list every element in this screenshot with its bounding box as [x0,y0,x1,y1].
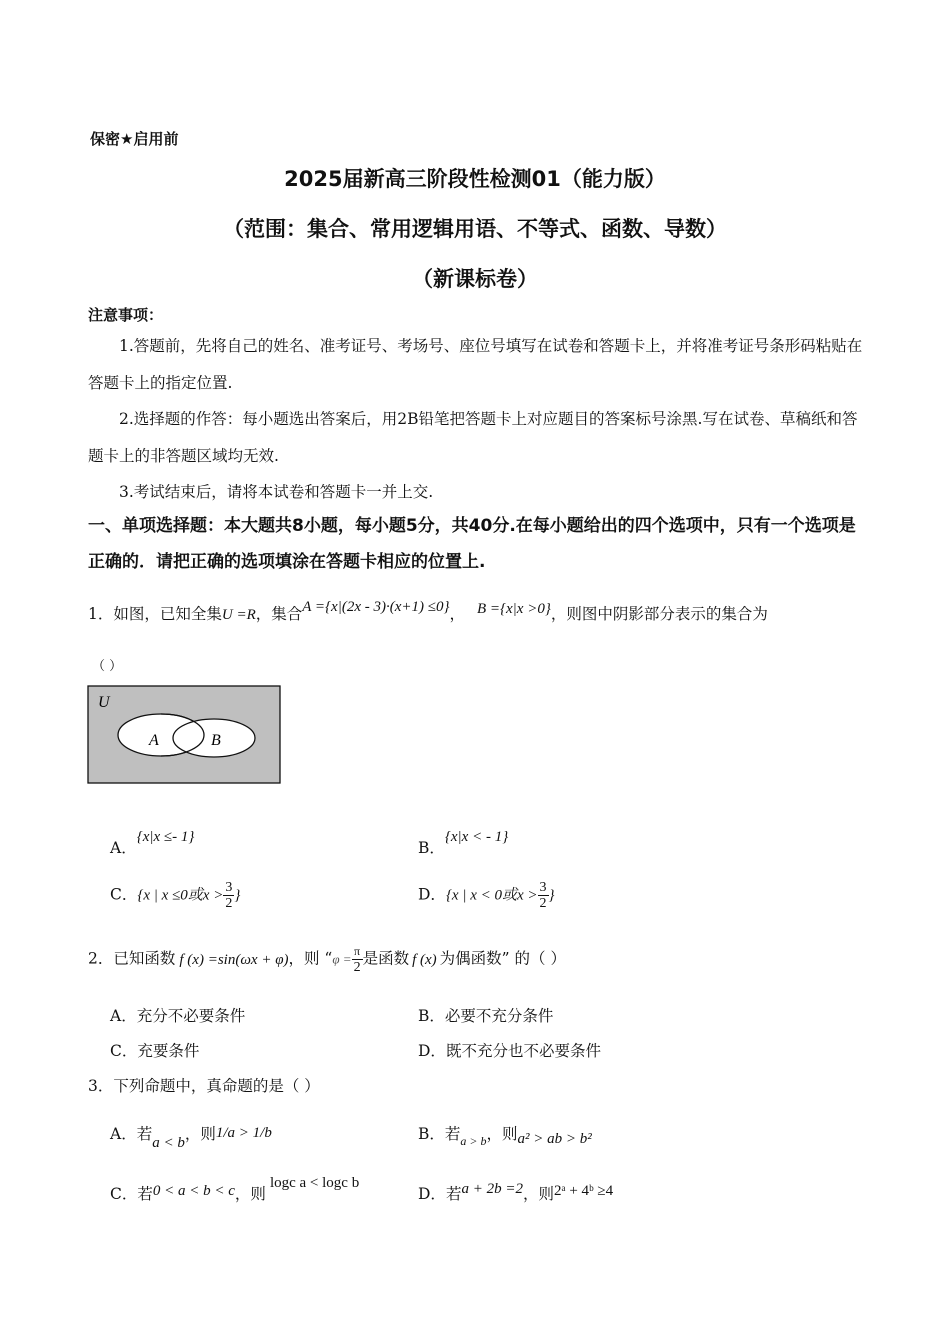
math-function: f (x) =sin(ωx + φ) [179,951,289,968]
q3-option-c[interactable]: C．若0 < a < b < c，则logc a < logc b [110,1175,360,1203]
q2-option-c[interactable]: C．充要条件 [110,1042,200,1060]
q2-option-d[interactable]: D．既不充分也不必要条件 [418,1042,601,1060]
math-set-a: A ={x|(2x - 3)·(x+1) ≤0} [302,599,450,615]
fraction: $\frac{3}{2}$ [539,880,547,911]
q1-option-d[interactable]: D．{x | x < 0或x > $\frac{3}{2}$ } [418,880,555,911]
section-heading: 一、单项选择题：本大题共8小题，每小题5分，共40分.在每小题给出的四个选项中，只有一个选项是正确的．请把正确的选项填涂在答题卡相应的位置上. [88,516,856,572]
label-a: A [149,732,159,749]
question-1-stem: 1．如图，已知全集U =R，集合A ={x|(2x - 3)·(x+1) ≤0}， B ={x|x >0}，则图中阴影部分表示的集合为 [88,599,768,623]
confidential-label: 保密★启用前 [90,130,179,148]
label-u: U [98,694,110,711]
q2-option-b[interactable]: B．必要不充分条件 [418,1007,554,1025]
fraction-pi-over-2: $\frac{\pi}{2}$ [353,944,361,975]
venn-diagram [87,685,283,787]
math-universal-set: U =R [221,607,256,623]
note-item-3: 3.考试结束后，请将本试卷和答题卡一并上交. [119,483,434,501]
question-number: 3． [88,1077,114,1095]
q3-option-a[interactable]: A．若a < b，则1/a > 1/b [110,1125,272,1151]
q1-option-b[interactable]: B．{x|x < - 1} [418,829,509,857]
label-b: B [211,732,221,749]
note-item-2: 2.选择题的作答：每小题选出答案后，用2B铅笔把答题卡上对应题目的答案标号涂黑.写在试卷、草稿纸和答题卡上的非答题区域均无效. [88,410,858,465]
question-number: 2． [88,949,114,968]
question-number: 1． [88,605,114,623]
page-subtitle-scope: （范围：集合、常用逻辑用语、不等式、函数、导数） [223,217,727,241]
q3-option-b[interactable]: B．若$_{a > b}$，则a² > ab > b² [418,1125,592,1148]
q1-option-a[interactable]: A．{x|x ≤- 1} [110,829,195,857]
fraction: $\frac{3}{2}$ [225,880,233,911]
notes-heading: 注意事项： [88,306,164,324]
question-3-stem: 3．下列命题中，真命题的是（ ） [88,1077,320,1095]
page-title: 2025届新高三阶段性检测01（能力版） [284,167,666,191]
math-set-b: B ={x|x >0} [476,601,551,617]
math-function: f (x) [412,951,437,968]
question-2-stem: 2．已知函数 f (x) =sin(ωx + φ)，则 “φ = $\frac{\pi}{2}$ 是函数 f (x) 为偶函数” 的（ ） [88,944,566,975]
note-item-1: 1.答题前，先将自己的姓名、准考证号、考场号、座位号填写在试卷和答题卡上，并将准考证号条形码粘贴在答题卡上的指定位置. [88,337,863,392]
page-subtitle-edition: （新课标卷） [412,267,538,291]
q3-option-d[interactable]: D．若a + 2b =2，则2ᵃ + 4ᵇ ≥4 [418,1181,614,1203]
q1-option-c[interactable]: C．{x | x ≤0或x > $\frac{3}{2}$ } [110,880,241,911]
q2-option-a[interactable]: A．充分不必要条件 [110,1007,246,1025]
answer-paren: （ ） [92,659,123,674]
